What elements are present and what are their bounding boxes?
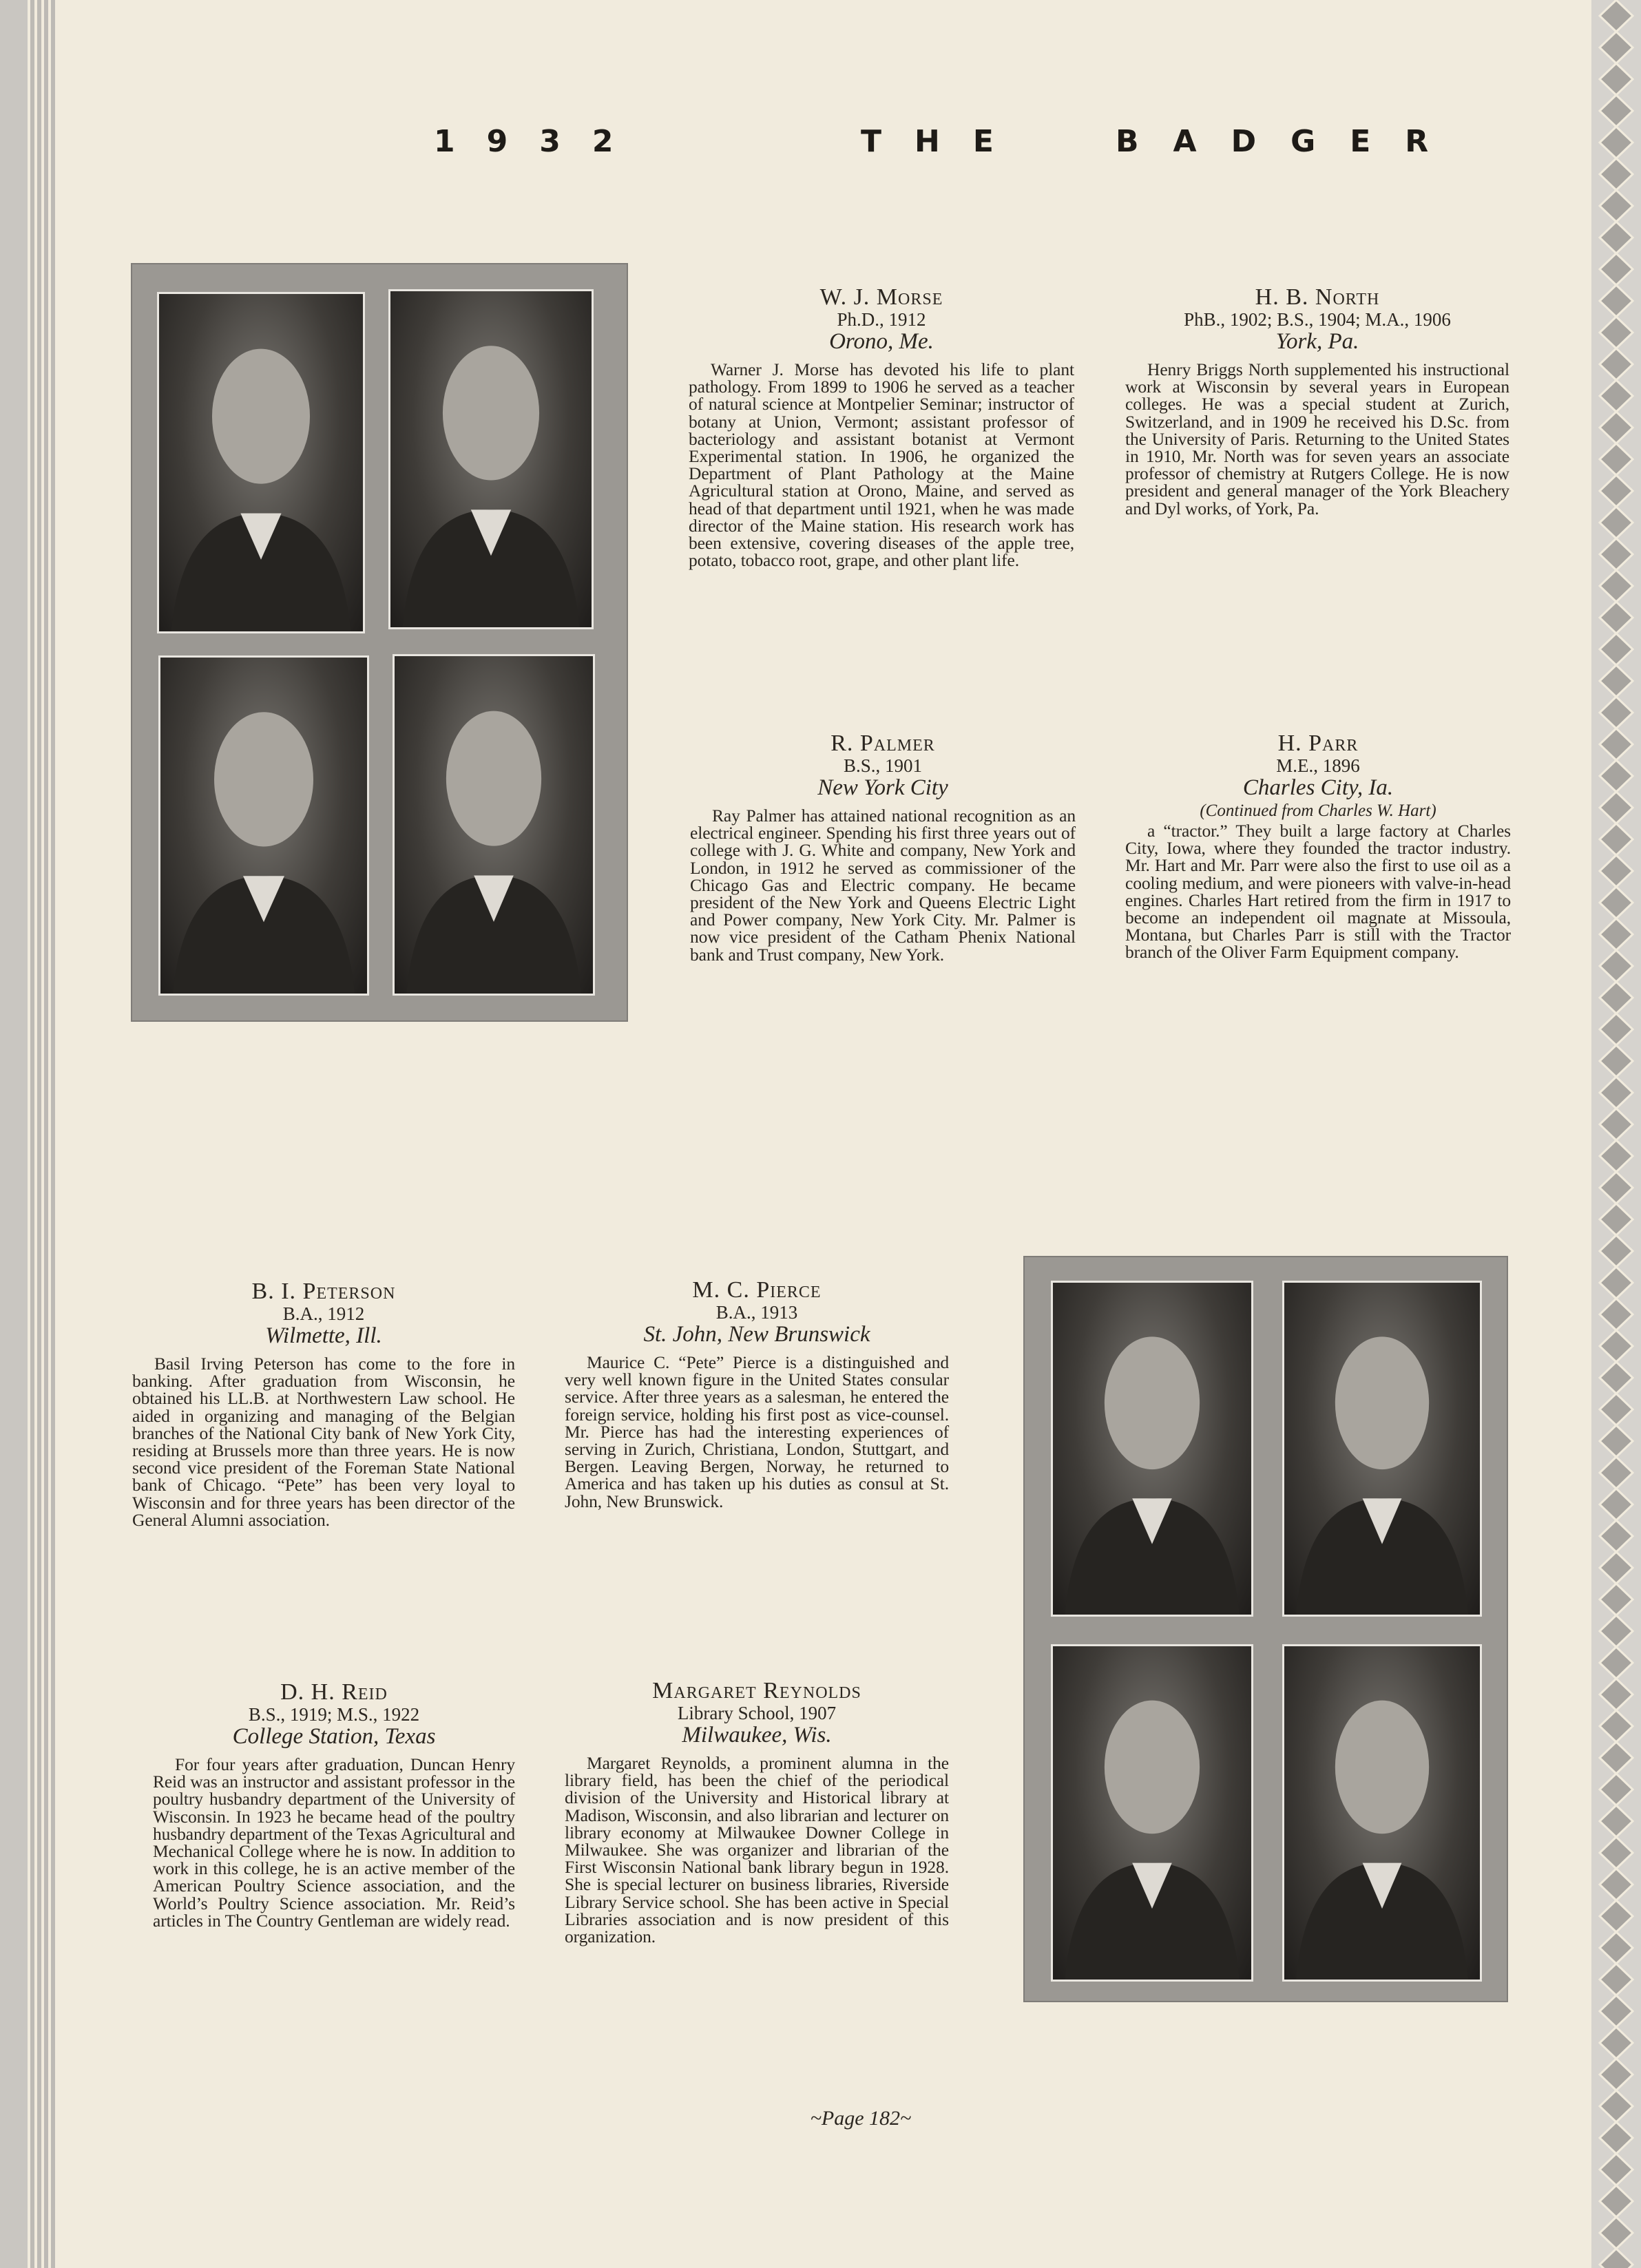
portrait-photo	[388, 289, 594, 629]
diamond-shape	[1600, 2249, 1633, 2268]
diamond-shape	[1600, 475, 1633, 507]
entry-body: a “tractor.” They built a large factory at Charles City, Iowa, where they founded the tractor industry. Mr. Hart and Mr. Parr were also the first to use oil as a cooling medium, and were pioneers with valve-in-head engines. Charles Hart retired from the firm in 1917 to become an independent oil magnate at Missoula, Montana, but Charles Parr is still with the Tractor branch of the Oliver Farm Equipment company.	[1125, 821, 1511, 963]
diamond-shape	[1600, 380, 1633, 412]
entry-place: Wilmette, Ill.	[265, 1323, 382, 1348]
diamond-shape	[1600, 1615, 1633, 1647]
entry-degree: B.A., 1912	[282, 1303, 365, 1324]
photo-panel-bottom-right	[1023, 1256, 1508, 2002]
diamond-shape	[1600, 2122, 1633, 2154]
entry-body: For four years after graduation, Duncan Henry Reid was an instructor and assistant professor in the poultry husbandry department of the University of Wisconsin. In 1923 he became head of the poultry husbandry department of the Texas Agricultural and Mechanical College where he is now. In addition to work in this college, he is an active member of the American Poultry Science association, and the World’s Poultry Science association. Mr. Reid’s articles in The Country Gentleman are widely read.	[153, 1754, 515, 1931]
entry-palmer	[690, 731, 1076, 963]
entry-morse	[689, 285, 1074, 569]
entry-name: R. Palmer	[830, 731, 935, 756]
entry-degree: B.S., 1901	[843, 755, 923, 776]
portrait-photo	[393, 654, 595, 996]
left-decorative-border	[0, 0, 56, 2268]
portrait-photo	[157, 292, 365, 633]
entry-place: Charles City, Ia.	[1242, 775, 1394, 800]
entry-name: H. Parr	[1277, 731, 1359, 756]
diamond-shape	[1600, 412, 1633, 443]
diamond-shape	[1600, 950, 1633, 982]
diamond-shape	[1600, 1995, 1633, 2027]
entry-parr	[1125, 731, 1511, 961]
diamond-shape	[1600, 602, 1633, 633]
entry-reynolds	[565, 1679, 949, 1945]
portrait-photo	[1051, 1281, 1253, 1617]
right-decorative-border	[1591, 0, 1641, 2268]
diamond-shape	[1600, 1742, 1633, 1774]
diamond-shape	[1600, 1267, 1633, 1299]
diamond-shape	[1600, 1900, 1633, 1932]
entry-place: Milwaukee, Wis.	[682, 1723, 832, 1747]
diamond-shape	[1600, 1457, 1633, 1489]
diamond-shape	[1600, 127, 1633, 158]
diamond-shape	[1600, 1710, 1633, 1742]
diamond-shape	[1600, 2027, 1633, 2059]
diamond-shape	[1600, 1172, 1633, 1204]
entry-peterson	[132, 1279, 515, 1529]
portrait-silhouette	[1053, 1646, 1251, 1980]
diamond-shape	[1600, 317, 1633, 348]
diamond-shape	[1600, 348, 1633, 380]
entry-degree: Ph.D., 1912	[837, 309, 926, 330]
diamond-shape	[1600, 1647, 1633, 1679]
entry-body: Henry Briggs North supplemented his instructional work at Wisconsin by several years in European colleges. He was a special student at Zurich, Switzerland, and in 1909 he received his D.Sc. from the University of Paris. Returning to the United States in 1910, Mr. North was for seven years an associate professor of chemistry at Rutgers College. He is now president and general manager of the York Bleachery and Dyl works, of York, Pa.	[1125, 359, 1509, 518]
diamond-shape	[1600, 1869, 1633, 1900]
diamond-shape	[1600, 2059, 1633, 2090]
diamond-shape	[1600, 570, 1633, 602]
diamond-shape	[1600, 1362, 1633, 1394]
entry-name: W. J. Morse	[819, 284, 943, 310]
diamond-shape	[1600, 1774, 1633, 1805]
diamond-shape	[1600, 1235, 1633, 1267]
diamond-shape	[1600, 665, 1633, 697]
diamond-shape	[1600, 633, 1633, 665]
diamond-shape	[1600, 1520, 1633, 1552]
entry-name: M. C. Pierce	[692, 1277, 822, 1303]
entry-place: St. John, New Brunswick	[643, 1322, 870, 1347]
diamond-shape	[1600, 1140, 1633, 1172]
diamond-shape	[1600, 158, 1633, 190]
photo-panel-top-left	[131, 263, 628, 1022]
portrait-photo	[1051, 1644, 1253, 1982]
entry-place: College Station, Texas	[232, 1724, 436, 1749]
entry-name: H. B. North	[1255, 284, 1380, 310]
diamond-shape	[1600, 190, 1633, 222]
entry-name: B. I. Peterson	[251, 1279, 396, 1304]
diamond-shape	[1600, 1552, 1633, 1584]
diamond-shape	[1600, 2090, 1633, 2122]
diamond-shape	[1600, 538, 1633, 570]
page-header	[434, 124, 1515, 165]
diamond-shape	[1600, 760, 1633, 792]
portrait-silhouette	[160, 658, 367, 994]
portrait-silhouette	[159, 294, 363, 631]
page-number: ~Page 182~	[810, 2107, 912, 2130]
entry-north	[1125, 285, 1509, 517]
entry-degree: PhB., 1902; B.S., 1904; M.A., 1906	[1184, 309, 1451, 330]
diamond-shape	[1600, 1489, 1633, 1520]
entry-name: D. H. Reid	[280, 1679, 388, 1705]
diamond-shape	[1600, 1679, 1633, 1710]
entry-body: Warner J. Morse has devoted his life to plant pathology. From 1899 to 1906 he served as a teacher of natural science at Montpelier Seminar; instructor of botany at Union, Vermont; assistant professor of bacteriology and assistant botanist at Vermont Experimental station. In 1906, he organized the Department of Plant Pathology at the Maine Agricultural station at Orono, Maine, and served as head of that department until 1921, when he was made director of the Maine station. His research work has been extensive, covering diseases of the apple tree, potato, tobacco root, grape, and other plant life.	[689, 359, 1074, 571]
entry-degree: M.E., 1896	[1276, 755, 1360, 776]
diamond-shape	[1600, 982, 1633, 1014]
diamond-shape	[1600, 1204, 1633, 1235]
diamond-shape	[1600, 1109, 1633, 1140]
diamond-shape	[1600, 1394, 1633, 1425]
entry-body: Maurice C. “Pete” Pierce is a distinguished and very well known figure in the United States consular service. After three years as a salesman, he entered the foreign service, holding his first post as vice-counsel. Mr. Pierce has had the interesting experiences of serving in Zurich, Christiana, London, Stuttgart, and Bergen. Leaving Bergen, Norway, he returned to America and has taken up his duties as consul at St. John, New Brunswick.	[565, 1352, 949, 1511]
diamond-shape	[1600, 285, 1633, 317]
portrait-silhouette	[1284, 1283, 1480, 1615]
diamond-shape	[1600, 1014, 1633, 1045]
diamond-shape	[1600, 697, 1633, 728]
portrait-photo	[1282, 1281, 1482, 1617]
diamond-shape	[1600, 253, 1633, 285]
diamond-shape	[1600, 918, 1633, 950]
portrait-silhouette	[1284, 1646, 1480, 1980]
diamond-shape	[1600, 1045, 1633, 1077]
diamond-shape	[1600, 1077, 1633, 1109]
header-title-word2: BADGER	[1116, 124, 1463, 159]
entry-degree: Library School, 1907	[677, 1703, 837, 1723]
diamond-shape	[1600, 2154, 1633, 2185]
diamond-shape	[1600, 887, 1633, 918]
entry-pierce	[565, 1278, 949, 1510]
diamond-shape	[1600, 0, 1633, 32]
diamond-shape	[1600, 222, 1633, 253]
diamond-shape	[1600, 1425, 1633, 1457]
diamond-shape	[1600, 1837, 1633, 1869]
diamond-shape	[1600, 2185, 1633, 2217]
header-title-word1: THE	[861, 124, 1027, 159]
entry-degree: B.S., 1919; M.S., 1922	[248, 1704, 420, 1725]
portrait-silhouette	[395, 656, 593, 994]
entry-body: Ray Palmer has attained national recognition as an electrical engineer. Spending his first three years out of college with J. G. White and company, New York and London, in 1912 he served as commissioner of the Chicago Gas and Electric company. He became president of the New York and Queens Electric Light and Power company, New York City. Mr. Palmer is now vice president of the Catham Phenix National bank and Trust company, New York.	[690, 806, 1076, 965]
entry-body: Margaret Reynolds, a prominent alumna in the library field, has been the chief of the periodical division of the University and Historical library at Madison, Wisconsin, and also librarian and lecturer on library economy at Milwaukee Downer College in Milwaukee. She was organizer and librarian of the First Wisconsin National bank library begun in 1928. She is special lecturer on business libraries, Riverside Library Service school. She has been active in Special Libraries association and is now president of this organization.	[565, 1753, 949, 1947]
diamond-shape	[1600, 728, 1633, 760]
entry-continued-note: (Continued from Charles W. Hart)	[1200, 801, 1436, 820]
entry-place: Orono, Me.	[829, 329, 934, 354]
entry-place: York, Pa.	[1275, 329, 1359, 354]
portrait-silhouette	[390, 291, 592, 627]
diamond-shape	[1600, 1330, 1633, 1362]
diamond-shape	[1600, 32, 1633, 63]
portrait-silhouette	[1053, 1283, 1251, 1615]
diamond-shape	[1600, 1932, 1633, 1964]
entry-reid	[153, 1680, 515, 1929]
entry-degree: B.A., 1913	[715, 1302, 798, 1323]
portrait-photo	[1282, 1644, 1482, 1982]
diamond-shape	[1600, 1584, 1633, 1615]
header-year: 1932	[434, 124, 645, 159]
diamond-shape	[1600, 95, 1633, 127]
diamond-shape	[1600, 507, 1633, 538]
entry-name: Margaret Reynolds	[652, 1678, 861, 1703]
diamond-shape	[1600, 1805, 1633, 1837]
diamond-shape	[1600, 792, 1633, 823]
diamond-shape	[1600, 1299, 1633, 1330]
diamond-shape	[1600, 855, 1633, 887]
entry-body: Basil Irving Peterson has come to the fore in banking. After graduation from Wisconsin, he obtained his LL.B. at Northwestern Law school. He aided in organizing and managing of the Belgian branches of the National City bank of New York City, residing at Brussels more than three years. He is now second vice president of the Foreman State National bank of Chicago. “Pete” has been very loyal to Wisconsin and for three years has been director of the General Alumni association.	[132, 1354, 515, 1530]
portrait-photo	[158, 655, 369, 996]
diamond-shape	[1600, 2217, 1633, 2249]
diamond-shape	[1600, 823, 1633, 855]
entry-place: New York City	[817, 775, 948, 800]
diamond-shape	[1600, 443, 1633, 475]
diamond-pattern	[1591, 0, 1641, 2268]
diamond-shape	[1600, 63, 1633, 95]
diamond-shape	[1600, 1964, 1633, 1995]
